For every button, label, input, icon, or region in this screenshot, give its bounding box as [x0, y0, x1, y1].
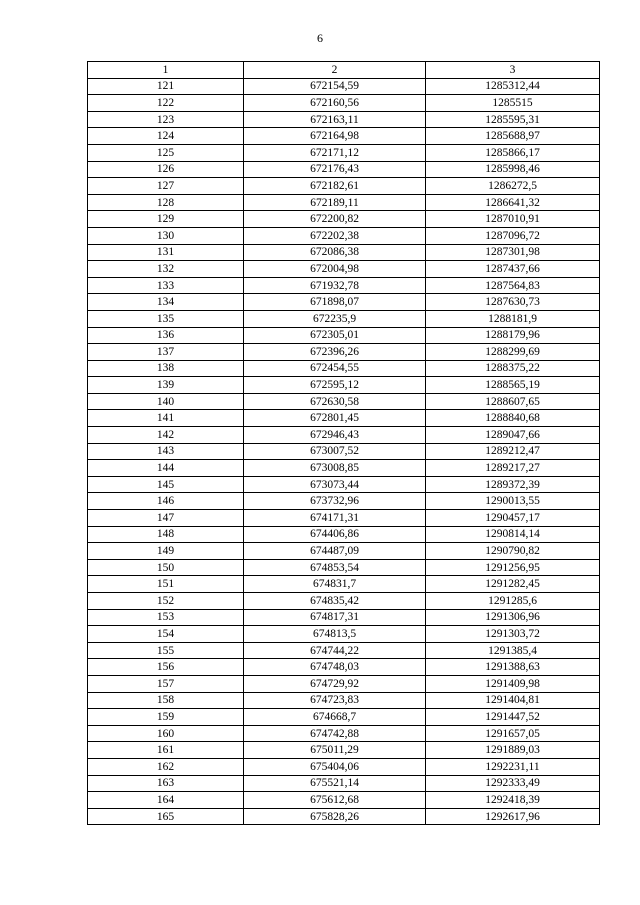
- x-coordinate-cell: 672396,26: [244, 344, 426, 361]
- y-coordinate-cell: 1291385,4: [426, 642, 600, 659]
- table-row: [88, 543, 600, 560]
- point-number-cell: 132: [88, 261, 244, 278]
- y-coordinate-cell: 1285998,46: [426, 161, 600, 178]
- y-coordinate-cell: 1290013,55: [426, 493, 600, 510]
- y-coordinate-cell: 1287630,73: [426, 294, 600, 311]
- y-coordinate-cell: 1286272,5: [426, 178, 600, 195]
- table-row: [88, 642, 600, 659]
- x-coordinate-cell: 674742,88: [244, 725, 426, 742]
- table-row: [88, 692, 600, 709]
- y-coordinate-cell: 1291657,05: [426, 725, 600, 742]
- point-number-cell: 154: [88, 626, 244, 643]
- table-row: [88, 526, 600, 543]
- table-row: [88, 808, 600, 825]
- x-coordinate-cell: 675011,29: [244, 742, 426, 759]
- point-number-cell: 124: [88, 128, 244, 145]
- x-coordinate-cell: 673007,52: [244, 443, 426, 460]
- point-number-cell: 139: [88, 377, 244, 394]
- y-coordinate-cell: 1285595,31: [426, 111, 600, 128]
- point-number-cell: 163: [88, 775, 244, 792]
- table-row: [88, 626, 600, 643]
- table-row: [88, 493, 600, 510]
- table-row: [88, 510, 600, 527]
- header-row: [88, 62, 600, 79]
- table-row: [88, 427, 600, 444]
- point-number-cell: 142: [88, 427, 244, 444]
- x-coordinate-cell: 674406,86: [244, 526, 426, 543]
- x-coordinate-cell: 672200,82: [244, 211, 426, 228]
- table-row: [88, 161, 600, 178]
- table-row: [88, 742, 600, 759]
- x-coordinate-cell: 673008,85: [244, 460, 426, 477]
- x-coordinate-cell: 674813,5: [244, 626, 426, 643]
- point-number-cell: 129: [88, 211, 244, 228]
- table-row: [88, 758, 600, 775]
- table-row: [88, 344, 600, 361]
- table-row: [88, 95, 600, 112]
- y-coordinate-cell: 1288181,9: [426, 310, 600, 327]
- y-coordinate-cell: 1288565,19: [426, 377, 600, 394]
- point-number-cell: 148: [88, 526, 244, 543]
- table-row: [88, 377, 600, 394]
- point-number-cell: 157: [88, 675, 244, 692]
- y-coordinate-cell: 1288299,69: [426, 344, 600, 361]
- y-coordinate-cell: 1288179,96: [426, 327, 600, 344]
- x-coordinate-cell: 675828,26: [244, 808, 426, 825]
- table-row: [88, 576, 600, 593]
- point-number-cell: 135: [88, 310, 244, 327]
- coordinates-table: [87, 61, 600, 825]
- x-coordinate-cell: 674171,31: [244, 510, 426, 527]
- x-coordinate-cell: 672004,98: [244, 261, 426, 278]
- table-row: [88, 792, 600, 809]
- point-number-cell: 144: [88, 460, 244, 477]
- y-coordinate-cell: 1288840,68: [426, 410, 600, 427]
- y-coordinate-cell: 1288375,22: [426, 360, 600, 377]
- x-coordinate-cell: 672801,45: [244, 410, 426, 427]
- y-coordinate-cell: 1289372,39: [426, 476, 600, 493]
- point-number-cell: 155: [88, 642, 244, 659]
- point-number-cell: 145: [88, 476, 244, 493]
- point-number-cell: 146: [88, 493, 244, 510]
- x-coordinate-cell: 672160,56: [244, 95, 426, 112]
- point-number-cell: 161: [88, 742, 244, 759]
- table-row: [88, 725, 600, 742]
- y-coordinate-cell: 1285312,44: [426, 78, 600, 95]
- point-number-cell: 125: [88, 144, 244, 161]
- y-coordinate-cell: 1287437,66: [426, 261, 600, 278]
- x-coordinate-cell: 672164,98: [244, 128, 426, 145]
- y-coordinate-cell: 1285866,17: [426, 144, 600, 161]
- table-row: [88, 310, 600, 327]
- x-coordinate-cell: 673732,96: [244, 493, 426, 510]
- table-row: [88, 709, 600, 726]
- x-coordinate-cell: 674487,09: [244, 543, 426, 560]
- y-coordinate-cell: 1291303,72: [426, 626, 600, 643]
- y-coordinate-cell: 1287096,72: [426, 227, 600, 244]
- point-number-cell: 137: [88, 344, 244, 361]
- table-row: [88, 128, 600, 145]
- x-coordinate-cell: 675612,68: [244, 792, 426, 809]
- table-row: [88, 410, 600, 427]
- point-number-cell: 133: [88, 277, 244, 294]
- x-coordinate-cell: 672189,11: [244, 194, 426, 211]
- y-coordinate-cell: 1292418,39: [426, 792, 600, 809]
- point-number-cell: 156: [88, 659, 244, 676]
- x-coordinate-cell: 672454,55: [244, 360, 426, 377]
- y-coordinate-cell: 1287564,83: [426, 277, 600, 294]
- x-coordinate-cell: 674744,22: [244, 642, 426, 659]
- point-number-cell: 158: [88, 692, 244, 709]
- point-number-cell: 159: [88, 709, 244, 726]
- point-number-cell: 127: [88, 178, 244, 195]
- table-row: [88, 211, 600, 228]
- y-coordinate-cell: 1285515: [426, 95, 600, 112]
- x-coordinate-cell: 673073,44: [244, 476, 426, 493]
- y-coordinate-cell: 1292231,11: [426, 758, 600, 775]
- x-coordinate-cell: 671932,78: [244, 277, 426, 294]
- header-cell-2: 2: [244, 62, 426, 79]
- y-coordinate-cell: 1290814,14: [426, 526, 600, 543]
- x-coordinate-cell: 672171,12: [244, 144, 426, 161]
- point-number-cell: 121: [88, 78, 244, 95]
- x-coordinate-cell: 674723,83: [244, 692, 426, 709]
- y-coordinate-cell: 1289217,27: [426, 460, 600, 477]
- table-row: [88, 277, 600, 294]
- x-coordinate-cell: 674853,54: [244, 559, 426, 576]
- x-coordinate-cell: 672182,61: [244, 178, 426, 195]
- point-number-cell: 151: [88, 576, 244, 593]
- table-row: [88, 244, 600, 261]
- x-coordinate-cell: 675521,14: [244, 775, 426, 792]
- point-number-cell: 136: [88, 327, 244, 344]
- x-coordinate-cell: 671898,07: [244, 294, 426, 311]
- table-row: [88, 178, 600, 195]
- point-number-cell: 122: [88, 95, 244, 112]
- x-coordinate-cell: 674835,42: [244, 593, 426, 610]
- point-number-cell: 164: [88, 792, 244, 809]
- table-row: [88, 194, 600, 211]
- y-coordinate-cell: 1291285,6: [426, 593, 600, 610]
- x-coordinate-cell: 672235,9: [244, 310, 426, 327]
- x-coordinate-cell: 675404,06: [244, 758, 426, 775]
- y-coordinate-cell: 1289212,47: [426, 443, 600, 460]
- header-cell-3: 3: [426, 62, 600, 79]
- table-row: [88, 476, 600, 493]
- y-coordinate-cell: 1291282,45: [426, 576, 600, 593]
- x-coordinate-cell: 674748,03: [244, 659, 426, 676]
- y-coordinate-cell: 1292617,96: [426, 808, 600, 825]
- y-coordinate-cell: 1291306,96: [426, 609, 600, 626]
- x-coordinate-cell: 672595,12: [244, 377, 426, 394]
- y-coordinate-cell: 1287010,91: [426, 211, 600, 228]
- point-number-cell: 153: [88, 609, 244, 626]
- point-number-cell: 143: [88, 443, 244, 460]
- y-coordinate-cell: 1287301,98: [426, 244, 600, 261]
- x-coordinate-cell: 674817,31: [244, 609, 426, 626]
- table-row: [88, 460, 600, 477]
- table-row: [88, 609, 600, 626]
- table-row: [88, 227, 600, 244]
- x-coordinate-cell: 672946,43: [244, 427, 426, 444]
- y-coordinate-cell: 1291447,52: [426, 709, 600, 726]
- x-coordinate-cell: 672176,43: [244, 161, 426, 178]
- y-coordinate-cell: 1285688,97: [426, 128, 600, 145]
- table-header: [88, 62, 600, 79]
- point-number-cell: 134: [88, 294, 244, 311]
- y-coordinate-cell: 1286641,32: [426, 194, 600, 211]
- x-coordinate-cell: 672202,38: [244, 227, 426, 244]
- table-row: [88, 294, 600, 311]
- point-number-cell: 150: [88, 559, 244, 576]
- table-row: [88, 659, 600, 676]
- y-coordinate-cell: 1289047,66: [426, 427, 600, 444]
- y-coordinate-cell: 1291388,63: [426, 659, 600, 676]
- header-cell-1: 1: [88, 62, 244, 79]
- table-row: [88, 360, 600, 377]
- x-coordinate-cell: 672163,11: [244, 111, 426, 128]
- page-number: 6: [317, 31, 323, 45]
- y-coordinate-cell: 1291889,03: [426, 742, 600, 759]
- x-coordinate-cell: 674668,7: [244, 709, 426, 726]
- table-row: [88, 327, 600, 344]
- table-row: [88, 593, 600, 610]
- table-row: [88, 78, 600, 95]
- y-coordinate-cell: 1291409,98: [426, 675, 600, 692]
- table-body: [88, 78, 600, 825]
- y-coordinate-cell: 1292333,49: [426, 775, 600, 792]
- table-row: [88, 111, 600, 128]
- table-row: [88, 443, 600, 460]
- y-coordinate-cell: 1290790,82: [426, 543, 600, 560]
- x-coordinate-cell: 672086,38: [244, 244, 426, 261]
- x-coordinate-cell: 674729,92: [244, 675, 426, 692]
- point-number-cell: 126: [88, 161, 244, 178]
- point-number-cell: 138: [88, 360, 244, 377]
- point-number-cell: 165: [88, 808, 244, 825]
- x-coordinate-cell: 672305,01: [244, 327, 426, 344]
- point-number-cell: 141: [88, 410, 244, 427]
- point-number-cell: 140: [88, 393, 244, 410]
- point-number-cell: 162: [88, 758, 244, 775]
- table-row: [88, 144, 600, 161]
- table-row: [88, 559, 600, 576]
- point-number-cell: 147: [88, 510, 244, 527]
- y-coordinate-cell: 1288607,65: [426, 393, 600, 410]
- point-number-cell: 149: [88, 543, 244, 560]
- x-coordinate-cell: 674831,7: [244, 576, 426, 593]
- point-number-cell: 131: [88, 244, 244, 261]
- x-coordinate-cell: 672154,59: [244, 78, 426, 95]
- table-row: [88, 261, 600, 278]
- table-row: [88, 675, 600, 692]
- point-number-cell: 130: [88, 227, 244, 244]
- point-number-cell: 128: [88, 194, 244, 211]
- y-coordinate-cell: 1291404,81: [426, 692, 600, 709]
- table-row: [88, 775, 600, 792]
- y-coordinate-cell: 1290457,17: [426, 510, 600, 527]
- point-number-cell: 160: [88, 725, 244, 742]
- point-number-cell: 152: [88, 593, 244, 610]
- x-coordinate-cell: 672630,58: [244, 393, 426, 410]
- table-row: [88, 393, 600, 410]
- point-number-cell: 123: [88, 111, 244, 128]
- y-coordinate-cell: 1291256,95: [426, 559, 600, 576]
